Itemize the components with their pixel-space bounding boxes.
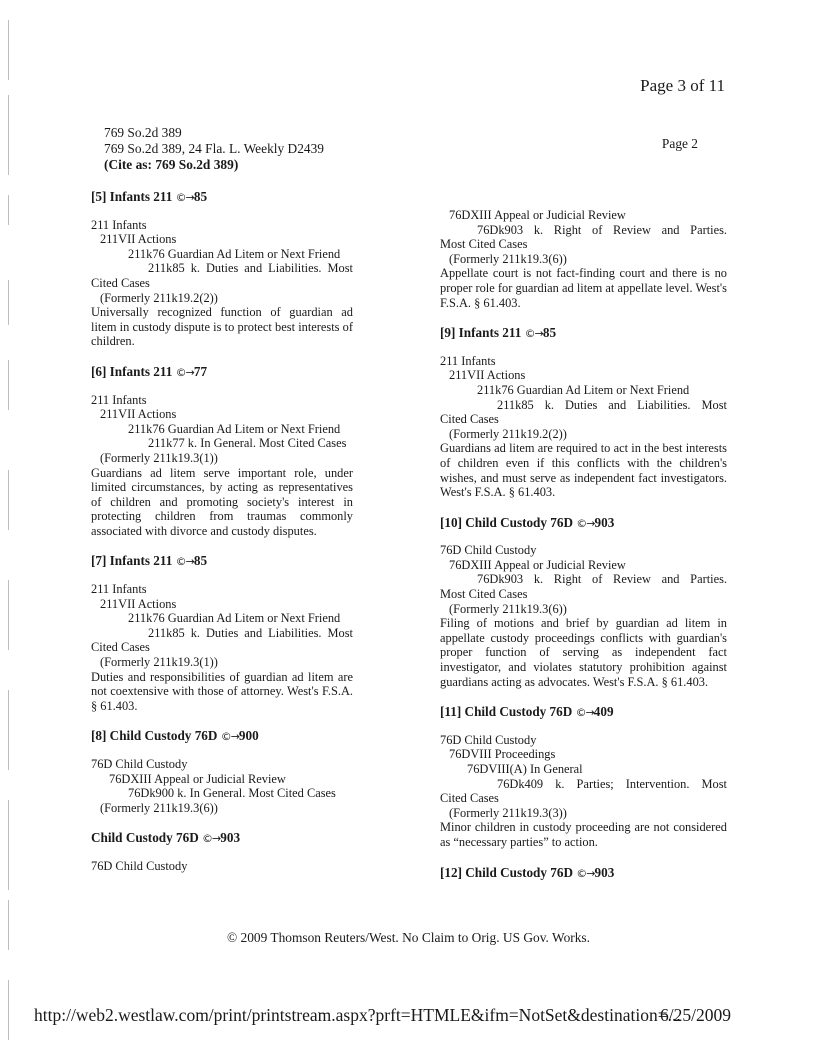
topic-line: Most Cited Cases	[440, 587, 528, 602]
topic-line: 211 Infants	[91, 392, 147, 407]
topic-line: 76DXIII Appeal or Judicial Review	[109, 771, 286, 786]
headnote-10-title: [10] Child Custody 76D ©→903	[440, 514, 615, 530]
left-column	[91, 190, 353, 874]
topic-line: 76DXIII Appeal or Judicial Review	[449, 557, 626, 572]
headnote-9-title: [9] Infants 211 ©→85	[440, 325, 557, 341]
topic-line: Cited Cases	[440, 791, 499, 806]
topic-line: 211VII Actions	[100, 232, 177, 247]
topic-line: 211 Infants	[440, 353, 496, 368]
topic-line: 211 Infants	[91, 217, 147, 232]
formerly-line: (Formerly 211k19.2(2))	[449, 426, 567, 441]
topic-line: 76D Child Custody	[91, 757, 188, 771]
citation-cite-as: (Cite as: 769 So.2d 389)	[104, 156, 239, 172]
topic-line: 76D Child Custody	[440, 732, 537, 747]
topic-line: 211k76 Guardian Ad Litem or Next Friend	[128, 421, 341, 436]
headnote-12-title: [12] Child Custody 76D ©→903	[440, 864, 615, 880]
headnote-text: Guardians ad litem serve important role, under limited circumstances, by acting as representatives of children and promoting society's interest in protecting children from traumas commonly associated with divorce and custody disputes.	[91, 465, 353, 538]
topic-line: 76DXIII Appeal or Judicial Review	[449, 208, 626, 222]
topic-line: Cited Cases	[91, 275, 150, 290]
headnote-5-title: [5] Infants 211 ©→85	[91, 189, 208, 204]
topic-line: 76DVIII(A) In General	[467, 762, 583, 776]
formerly-line: (Formerly 211k19.3(1))	[100, 655, 218, 670]
citation-parallel: 769 So.2d 389, 24 Fla. L. Weekly D2439	[104, 140, 324, 156]
topic-line: 76DVIII Proceedings	[449, 747, 556, 762]
key-number-icon: ©→	[576, 866, 595, 880]
headnote-text: Minor children in custody proceeding are not considered as “necessary parties” to action.	[440, 820, 727, 849]
scan-edge-marks	[0, 0, 14, 1056]
topic-line: Cited Cases	[91, 640, 150, 655]
key-number-icon: ©→	[575, 706, 594, 720]
headnote-11-title: [11] Child Custody 76D ©→409	[440, 704, 614, 720]
formerly-line: (Formerly 211k19.3(3))	[449, 805, 567, 820]
formerly-line: (Formerly 211k19.3(6))	[100, 800, 218, 815]
topic-line: 211VII Actions	[100, 596, 177, 611]
topic-line: 211k85 k. Duties and Liabilities. Most	[148, 261, 353, 276]
citation-reporter: 769 So.2d 389	[104, 125, 182, 140]
topic-line: 211k77 k. In General. Most Cited Cases	[148, 436, 347, 451]
formerly-line: (Formerly 211k19.3(1))	[100, 450, 218, 465]
key-number-icon: ©→	[175, 191, 194, 204]
page-label: Page 2	[661, 136, 698, 151]
topic-line: 76D Child Custody	[440, 543, 537, 558]
formerly-line: (Formerly 211k19.3(6))	[449, 601, 567, 616]
topic-line: 76Dk903 k. Right of Review and Parties.	[477, 222, 727, 237]
copyright-footer: © 2009 Thomson Reuters/West. No Claim to Orig. US Gov. Works.	[227, 930, 590, 945]
topic-line: 211k76 Guardian Ad Litem or Next Friend	[128, 611, 341, 626]
topic-line: 211 Infants	[91, 582, 147, 597]
topic-line: 76Dk409 k. Parties; Intervention. Most	[497, 776, 727, 791]
key-number-icon: ©→	[175, 365, 194, 379]
key-number-icon: ©→	[524, 327, 543, 341]
key-number-icon: ©→	[175, 555, 194, 569]
topic-line: Most Cited Cases	[440, 237, 528, 252]
headnote-text: Appellate court is not fact-finding court and there is no proper role for guardian ad litem at appellate level. West's F.S.A. § 61.403.	[440, 266, 727, 310]
headnote-7-title: [7] Infants 211 ©→85	[91, 553, 208, 569]
print-url: http://web2.westlaw.com/print/printstream.aspx?prft=HTMLE&ifm=NotSet&destination=...	[34, 1005, 681, 1025]
topic-line: 76D Child Custody	[91, 858, 188, 873]
headnote-text: Universally recognized function of guardian ad litem in custody dispute is to protect best interests of children.	[91, 305, 353, 349]
headnote-8-title: [8] Child Custody 76D ©→900	[91, 728, 259, 744]
headnote-6-title: [6] Infants 211 ©→77	[91, 363, 208, 379]
key-number-icon: ©→	[576, 516, 595, 530]
key-number-icon: ©→	[202, 832, 221, 846]
topic-line: 211k76 Guardian Ad Litem or Next Friend	[128, 246, 341, 261]
headnote-text: Filing of motions and brief by guardian ad litem in appellate custody proceedings conflicts with guardian's proper function of serving as independent fact investigator, and violates statutory prohibition against guardians acting as advocates. West's F.S.A. § 61.403.	[440, 616, 727, 689]
right-column	[440, 208, 727, 893]
formerly-line: (Formerly 211k19.2(2))	[100, 290, 218, 305]
topic-line: 76Dk903 k. Right of Review and Parties.	[477, 572, 727, 587]
key-number-icon: ©→	[220, 730, 239, 744]
print-date: 6/25/2009	[660, 1005, 731, 1025]
topic-line: 76Dk900 k. In General. Most Cited Cases	[128, 786, 336, 801]
topic-line: 211k76 Guardian Ad Litem or Next Friend	[477, 382, 690, 397]
formerly-line: (Formerly 211k19.3(6))	[449, 251, 567, 266]
topic-line: Cited Cases	[440, 412, 499, 427]
topic-line: 211k85 k. Duties and Liabilities. Most	[497, 397, 727, 412]
topic-line: 211k85 k. Duties and Liabilities. Most	[148, 625, 353, 640]
headnote-text: Duties and responsibilities of guardian ad litem are not coextensive with those of attorney. West's F.S.A. § 61.403.	[91, 669, 353, 713]
topic-line: 211VII Actions	[449, 368, 526, 383]
headnote-text: Guardians ad litem are required to act in the best interests of children even if this conflicts with the children's wishes, and must serve as independent fact investigators. West's F.S.A. § 61.403.	[440, 441, 727, 500]
topic-line: 211VII Actions	[100, 407, 177, 422]
headnote-8b-title: Child Custody 76D ©→903	[91, 830, 241, 846]
citation-block	[104, 125, 324, 172]
page-of-counter: Page 3 of 11	[640, 76, 725, 95]
